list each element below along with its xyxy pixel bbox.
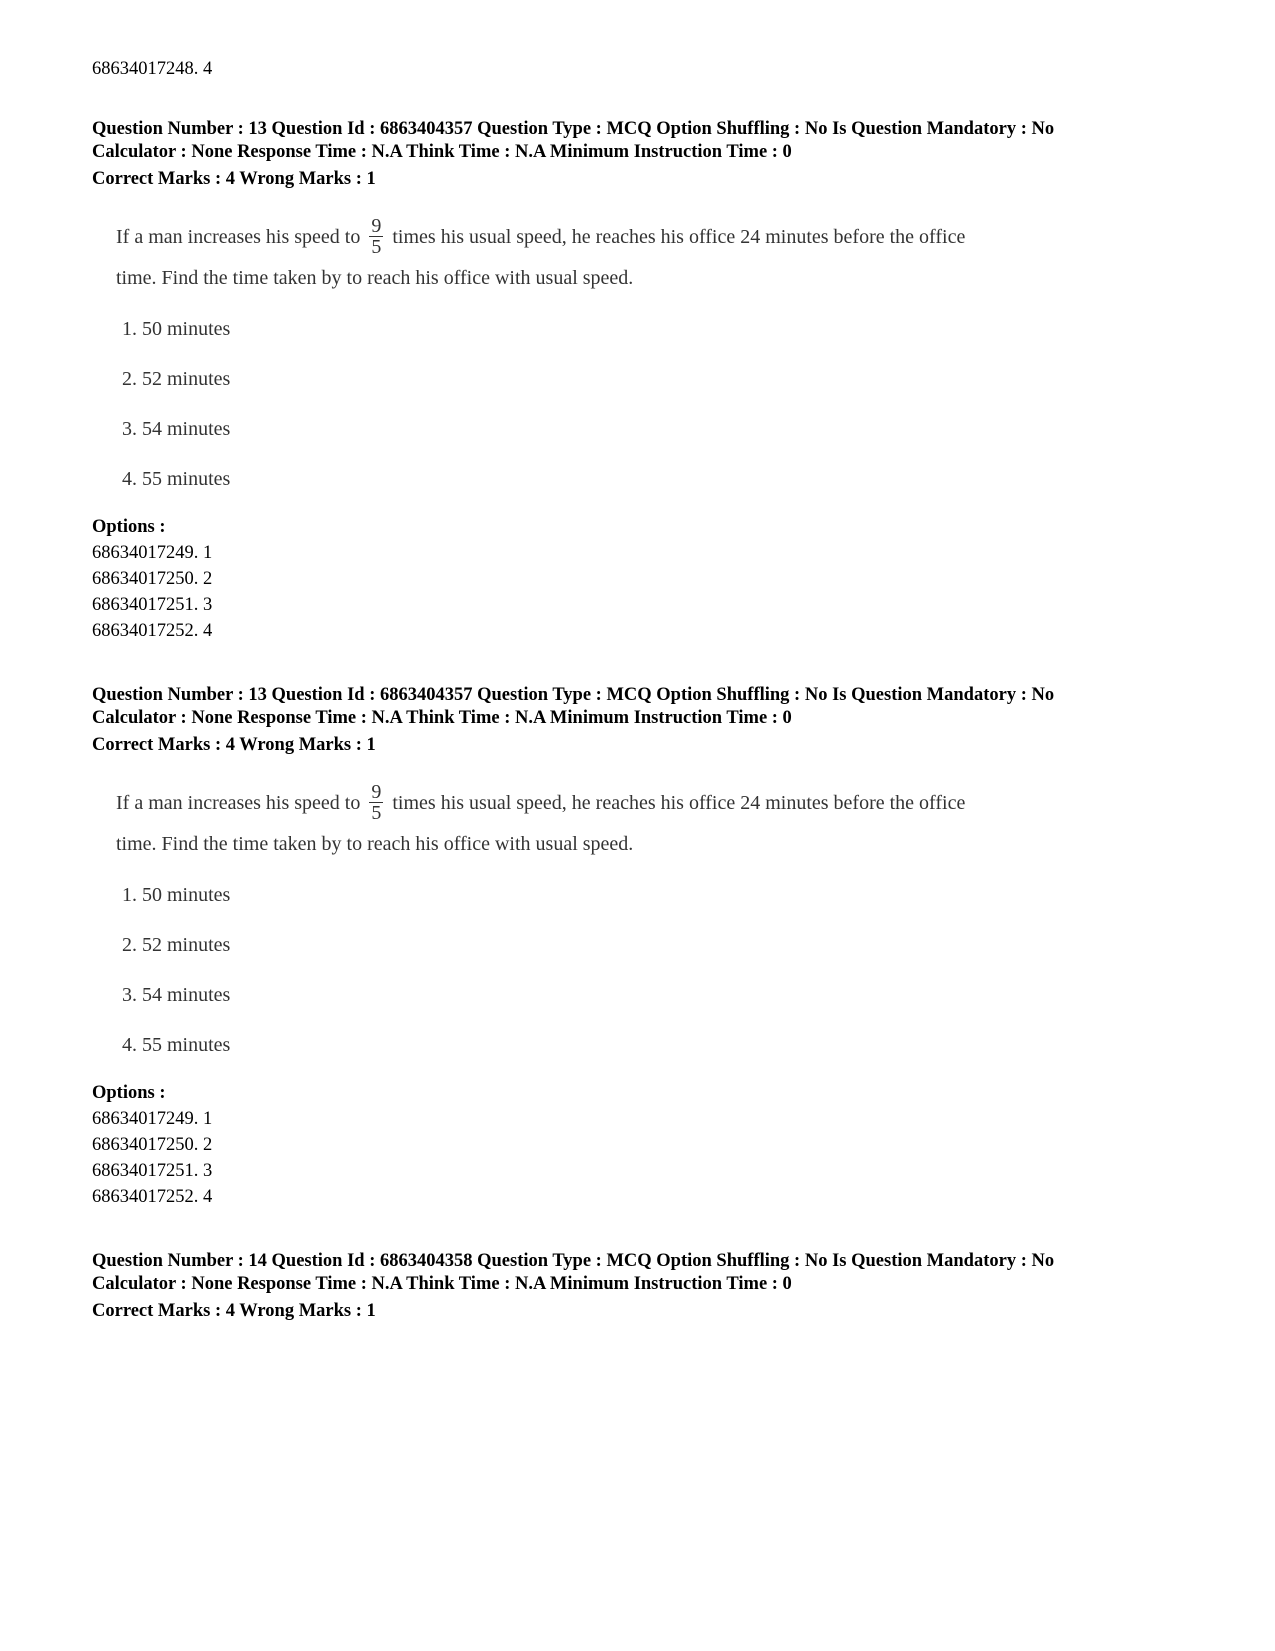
question-marks: Correct Marks : 4 Wrong Marks : 1 bbox=[92, 169, 376, 189]
question-stem bbox=[116, 215, 966, 293]
question-meta-line: Calculator : None Response Time : N.A Think Time : N.A Minimum Instruction Time : 0 bbox=[92, 708, 792, 728]
question-meta-line: Calculator : None Response Time : N.A Think Time : N.A Minimum Instruction Time : 0 bbox=[92, 1274, 792, 1294]
choice-item: 1. 50 minutes bbox=[122, 318, 231, 340]
choice-item: 1. 50 minutes bbox=[122, 884, 231, 906]
options-label: Options : bbox=[92, 517, 166, 537]
choice-item: 4. 55 minutes bbox=[122, 1034, 231, 1056]
question-meta-line: Question Number : 13 Question Id : 6863404357 Question Type : MCQ Option Shuffling : No Is Question Mandatory : No bbox=[92, 685, 1055, 705]
fraction-denominator: 5 bbox=[371, 802, 382, 824]
option-line-previous: 68634017248. 4 bbox=[92, 59, 213, 79]
choice-item: 2. 52 minutes bbox=[122, 934, 231, 956]
choice-item: 3. 54 minutes bbox=[122, 984, 231, 1006]
question-section bbox=[92, 118, 1212, 641]
question-stem bbox=[116, 781, 966, 859]
option-line: 68634017249. 1 bbox=[92, 543, 213, 563]
stem-text: time. Find the time taken by to reach his office with usual speed. bbox=[116, 267, 634, 289]
fraction-numerator: 9 bbox=[371, 781, 382, 803]
fraction-denominator: 5 bbox=[371, 236, 382, 258]
option-line: 68634017250. 2 bbox=[92, 1135, 213, 1155]
question-meta-line: Question Number : 14 Question Id : 6863404358 Question Type : MCQ Option Shuffling : No Is Question Mandatory : No bbox=[92, 1251, 1055, 1271]
question-section bbox=[92, 684, 1212, 1207]
option-line: 68634017251. 3 bbox=[92, 1161, 213, 1181]
fraction bbox=[369, 782, 383, 823]
fraction bbox=[369, 216, 383, 257]
option-line: 68634017249. 1 bbox=[92, 1109, 213, 1129]
stem-text: If a man increases his speed to bbox=[116, 226, 361, 249]
fraction-numerator: 9 bbox=[371, 215, 382, 237]
stem-text: If a man increases his speed to bbox=[116, 792, 361, 815]
question-marks: Correct Marks : 4 Wrong Marks : 1 bbox=[92, 1301, 376, 1321]
choice-item: 3. 54 minutes bbox=[122, 418, 231, 440]
options-label: Options : bbox=[92, 1083, 166, 1103]
option-line: 68634017250. 2 bbox=[92, 569, 213, 589]
stem-text: times his usual speed, he reaches his office 24 minutes before the office bbox=[392, 226, 966, 249]
question-section bbox=[92, 1250, 1212, 1323]
question-meta-line: Question Number : 13 Question Id : 6863404357 Question Type : MCQ Option Shuffling : No Is Question Mandatory : No bbox=[92, 119, 1055, 139]
option-line: 68634017252. 4 bbox=[92, 1187, 213, 1207]
stem-text: time. Find the time taken by to reach his office with usual speed. bbox=[116, 833, 634, 855]
question-meta-line: Calculator : None Response Time : N.A Think Time : N.A Minimum Instruction Time : 0 bbox=[92, 142, 792, 162]
choice-item: 4. 55 minutes bbox=[122, 468, 231, 490]
option-line: 68634017252. 4 bbox=[92, 621, 213, 641]
option-line: 68634017251. 3 bbox=[92, 595, 213, 615]
stem-text: times his usual speed, he reaches his office 24 minutes before the office bbox=[392, 792, 966, 815]
choice-item: 2. 52 minutes bbox=[122, 368, 231, 390]
question-marks: Correct Marks : 4 Wrong Marks : 1 bbox=[92, 735, 376, 755]
